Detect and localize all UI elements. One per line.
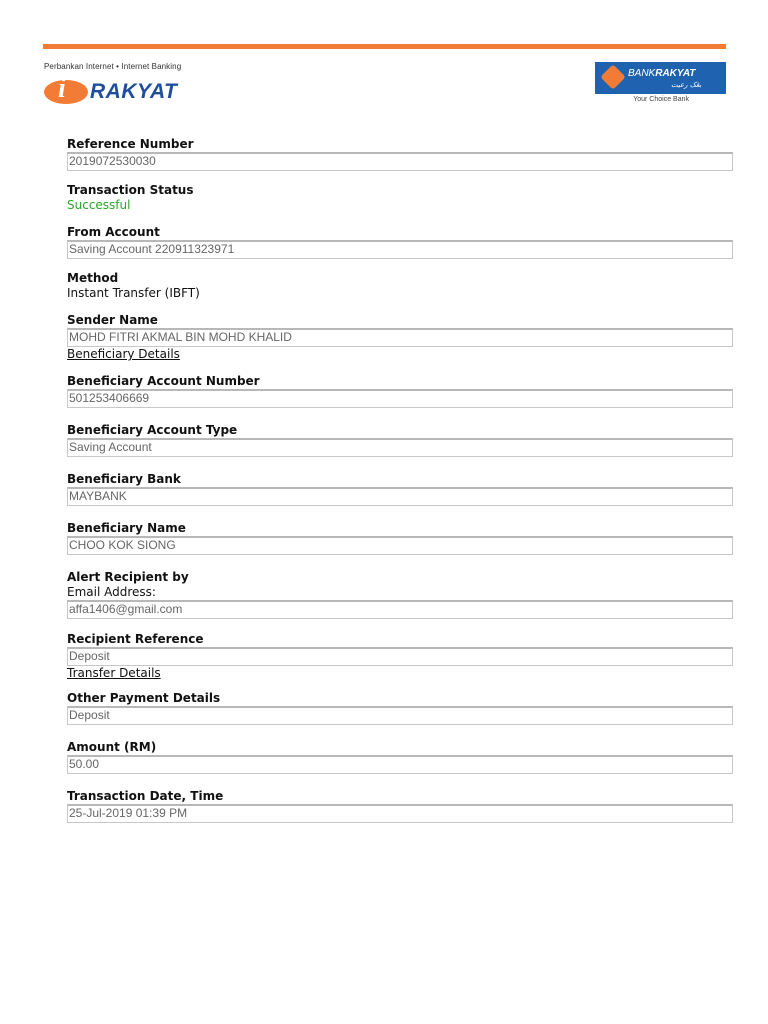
transaction-status-value: Successful [67,198,131,212]
beneficiary-account-number-field: 501253406669 [67,389,733,408]
transaction-datetime-label: Transaction Date, Time [67,789,224,803]
irakyat-tagline: Perbankan Internet • Internet Banking [44,62,182,71]
beneficiary-bank-label: Beneficiary Bank [67,472,181,486]
beneficiary-details-link[interactable]: Beneficiary Details [67,347,180,361]
bank-rakyat-jawi-script: بڠک رعيت [671,81,702,89]
other-payment-details-field: Deposit [67,706,733,725]
transaction-datetime-field: 25-Jul-2019 01:39 PM [67,804,733,823]
from-account-group [67,225,733,259]
sender-name-label: Sender Name [67,313,158,327]
bank-slogan: Your Choice Bank [633,96,689,103]
from-account-label: From Account [67,225,160,239]
beneficiary-account-number-label: Beneficiary Account Number [67,374,260,388]
reference-number-field: 2019072530030 [67,152,733,171]
method-group [67,271,733,301]
reference-number-group [67,137,733,171]
alert-recipient-group [67,570,733,619]
other-payment-details-group [67,691,733,725]
bank-rakyat-emblem-icon [600,64,625,89]
irakyat-i-letter: i [58,73,66,104]
irakyat-logo [44,62,204,108]
beneficiary-name-field: CHOO KOK SIONG [67,536,733,555]
transfer-details-link[interactable]: Transfer Details [67,666,161,680]
from-account-field: Saving Account 220911323971 [67,240,733,259]
method-value: Instant Transfer (IBFT) [67,286,200,300]
method-label: Method [67,271,119,285]
recipient-reference-field: Deposit [67,647,733,666]
beneficiary-account-type-field: Saving Account [67,438,733,457]
bank-rakyat-badge [595,62,726,94]
sender-name-field: MOHD FITRI AKMAL BIN MOHD KHALID [67,328,733,347]
beneficiary-bank-group [67,472,733,506]
transaction-datetime-group [67,789,733,823]
email-address-field: affa1406@gmail.com [67,600,733,619]
bank-rakyat-logo [595,62,726,103]
beneficiary-name-label: Beneficiary Name [67,521,186,535]
bank-rakyat-name: BANKRAKYAT [628,68,696,79]
transaction-status-label: Transaction Status [67,183,194,197]
beneficiary-account-number-group [67,374,733,408]
irakyat-wordmark: RAKYAT [90,80,178,103]
recipient-reference-label: Recipient Reference [67,632,204,646]
transaction-receipt [67,137,733,823]
recipient-reference-group [67,632,733,681]
alert-recipient-label: Alert Recipient by [67,570,189,584]
irakyat-oval-icon [44,80,88,104]
irakyat-mark [44,73,194,106]
amount-label: Amount (RM) [67,740,157,754]
beneficiary-account-type-label: Beneficiary Account Type [67,423,238,437]
amount-group [67,740,733,774]
other-payment-details-label: Other Payment Details [67,691,221,705]
beneficiary-bank-field: MAYBANK [67,487,733,506]
top-accent-bar [43,44,726,49]
amount-field: 50.00 [67,755,733,774]
beneficiary-name-group [67,521,733,555]
transaction-status-group [67,183,733,213]
beneficiary-account-type-group [67,423,733,457]
reference-number-label: Reference Number [67,137,194,151]
email-address-sublabel: Email Address: [67,585,156,599]
sender-name-group [67,313,733,362]
